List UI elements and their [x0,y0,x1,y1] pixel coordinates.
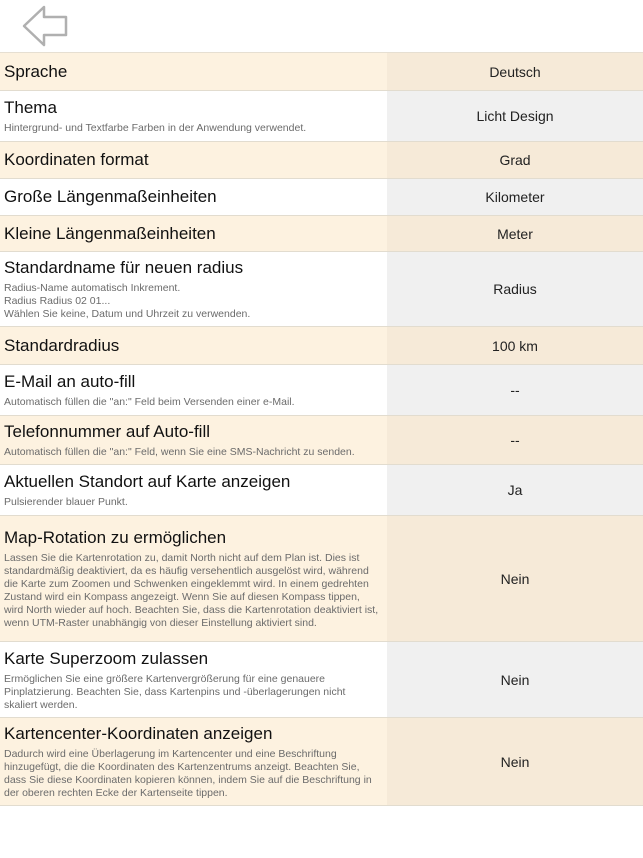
back-button[interactable] [20,4,70,48]
setting-value-phone-autofill[interactable]: -- [387,416,643,464]
setting-row-small-length-unit [0,216,643,252]
setting-row-show-location [0,465,643,516]
setting-description: Dadurch wird eine Überlagerung im Kartencenter und eine Beschriftung hinzugefügt, die die Koordinaten des Kartenzentrums anzeigt. Beachten Sie, dass Sie diese Koordinaten kopieren können, indem Sie auf die Beschriftung in der oberen rechten Ecke der Kartenseite tippen. [4,748,372,799]
setting-title: E-Mail an auto-fill [4,372,136,391]
setting-label-cell [0,327,387,364]
setting-title: Kleine Längenmaßeinheiten [4,223,216,243]
setting-title: Standardradius [4,335,120,355]
setting-value-coordinate-format[interactable]: Grad [387,142,643,178]
setting-value-default-radius[interactable]: 100 km [387,327,643,364]
setting-title: Map-Rotation zu ermöglichen [4,528,227,547]
setting-row-coordinate-format [0,142,643,179]
setting-title: Thema [4,98,57,117]
setting-value-map-rotation[interactable]: Nein [387,516,643,641]
setting-value-small-length-unit[interactable]: Meter [387,216,643,251]
setting-row-default-radius [0,327,643,365]
settings-list [0,52,643,806]
setting-label-cell [0,53,387,90]
setting-description: Lassen Sie die Kartenrotation zu, damit North nicht auf dem Plan ist. Dies ist standardmäßig deaktiviert, da es häufig versehentlich ausgelöst wird, während die Karte zum Zoomen und Schwenken eingeklemmt wird. In einem gedrehten Zustand wird ein Kompass angezeigt. Wenn Sie auf diesen Kompass tippen, wird North wieder auf hoch. Beachten Sie, dass die Kartenrotation deaktiviert ist, wenn UTM-Raster unabhängig von dieser Einstellung aktiviert sind. [4,552,379,629]
setting-row-default-radius-name [0,252,643,327]
setting-value-show-location[interactable]: Ja [387,465,643,515]
setting-description: Radius-Name automatisch Inkrement. Radius Radius 02 01... Wählen Sie keine, Datum und Uhrzeit zu verwenden. [4,282,251,320]
setting-label-cell [0,252,387,326]
setting-value-language[interactable]: Deutsch [387,53,643,90]
setting-title: Koordinaten format [4,150,149,169]
setting-value-default-radius-name[interactable]: Radius [387,252,643,326]
setting-label-cell [0,516,387,641]
setting-title: Telefonnummer auf Auto-fill [4,422,210,441]
setting-label-cell [0,718,387,805]
setting-label-cell [0,465,387,515]
setting-value-superzoom[interactable]: Nein [387,642,643,717]
setting-description: Automatisch füllen die "an:" Feld beim Versenden einer e-Mail. [4,396,295,408]
back-arrow-icon [20,4,70,48]
setting-label-cell [0,642,387,717]
setting-description: Ermöglichen Sie eine größere Kartenvergrößerung für eine genauere Pinplatzierung. Beachten Sie, dass Kartenpins und -überlagerungen nicht skaliert werden. [4,672,346,711]
setting-title: Kartencenter-Koordinaten anzeigen [4,724,273,743]
navigation-bar [0,0,643,52]
setting-description: Pulsierender blauer Punkt. [4,496,128,508]
setting-title: Große Längenmaßeinheiten [4,187,217,206]
setting-label-cell [0,216,387,251]
setting-row-map-rotation [0,516,643,642]
setting-label-cell [0,91,387,141]
setting-row-phone-autofill [0,416,643,465]
setting-value-email-autofill[interactable]: -- [387,365,643,415]
setting-value-theme[interactable]: Licht Design [387,91,643,141]
setting-label-cell [0,142,387,178]
setting-title: Aktuellen Standort auf Karte anzeigen [4,472,291,491]
setting-value-large-length-unit[interactable]: Kilometer [387,179,643,215]
setting-title: Karte Superzoom zulassen [4,648,209,668]
setting-title: Standardname für neuen radius [4,258,244,277]
setting-row-theme [0,91,643,142]
setting-value-map-center-coordinates[interactable]: Nein [387,718,643,805]
setting-description: Automatisch füllen die "an:" Feld, wenn Sie eine SMS-Nachricht zu senden. [4,446,355,458]
setting-row-email-autofill [0,365,643,416]
setting-label-cell [0,416,387,464]
setting-row-large-length-unit [0,179,643,216]
setting-row-language [0,53,643,91]
setting-description: Hintergrund- und Textfarbe Farben in der Anwendung verwendet. [4,122,307,134]
setting-label-cell [0,179,387,215]
setting-row-map-center-coordinates [0,718,643,806]
setting-label-cell [0,365,387,415]
setting-row-superzoom [0,642,643,718]
setting-title: Sprache [4,61,68,81]
